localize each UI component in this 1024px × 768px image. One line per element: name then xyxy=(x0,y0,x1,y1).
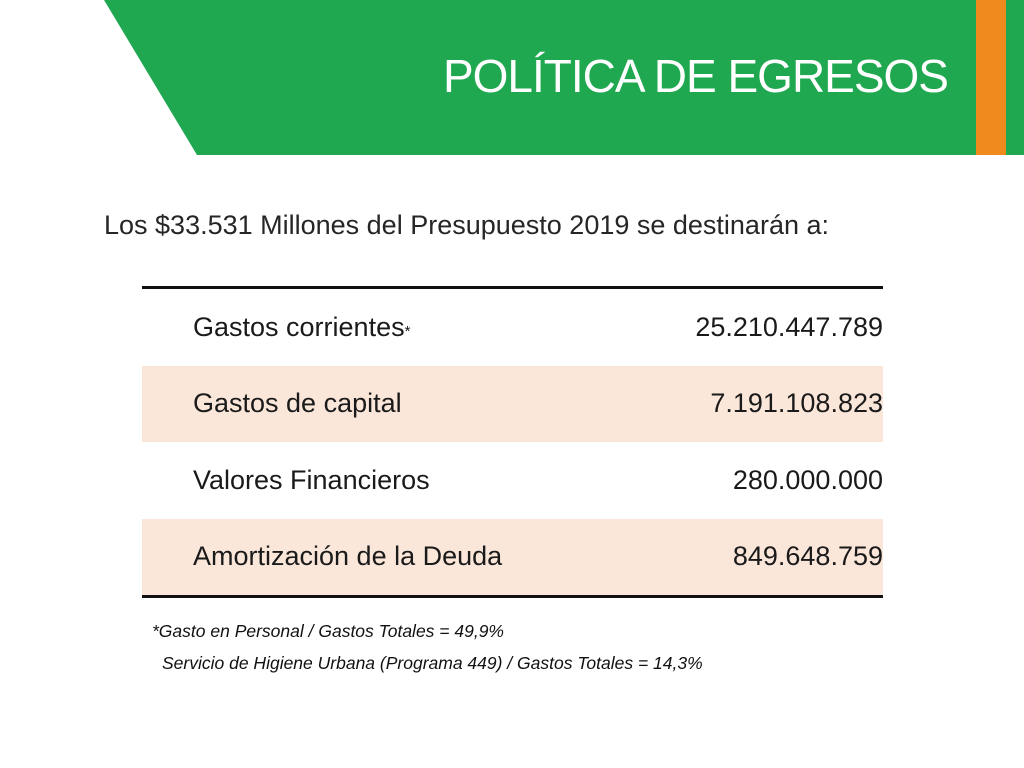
table-row xyxy=(142,289,883,366)
footnote-mark: * xyxy=(404,322,411,340)
footnote-personnel-ratio: *Gasto en Personal / Gastos Totales = 49,9% xyxy=(152,621,504,641)
table-row xyxy=(142,519,883,596)
row-label xyxy=(193,312,410,343)
row-label xyxy=(193,388,402,419)
row-label-text: Amortización de la Deuda xyxy=(193,541,503,572)
row-amount: 25.210.447.789 xyxy=(695,311,883,342)
row-label-text: Valores Financieros xyxy=(193,464,430,495)
row-amount: 849.648.759 xyxy=(732,541,883,572)
row-label-text: Gastos de capital xyxy=(193,388,402,419)
banner-orange-accent-bar xyxy=(976,0,1006,155)
slide-title: POLÍTICA DE EGRESOS xyxy=(442,50,948,102)
table-row xyxy=(142,366,883,443)
budget-table xyxy=(142,286,883,598)
row-amount: 280.000.000 xyxy=(732,464,883,495)
row-label xyxy=(193,541,502,572)
footnote-urban-hygiene-ratio: Servicio de Higiene Urbana (Programa 449) / Gastos Totales = 14,3% xyxy=(162,653,703,673)
row-amount: 7.191.108.823 xyxy=(710,388,883,419)
row-label xyxy=(193,465,430,496)
row-label-text: Gastos corrientes xyxy=(193,311,405,342)
slide-subtitle: Los $33.531 Millones del Presupuesto 2019 se destinarán a: xyxy=(104,210,829,240)
table-row xyxy=(142,442,883,519)
